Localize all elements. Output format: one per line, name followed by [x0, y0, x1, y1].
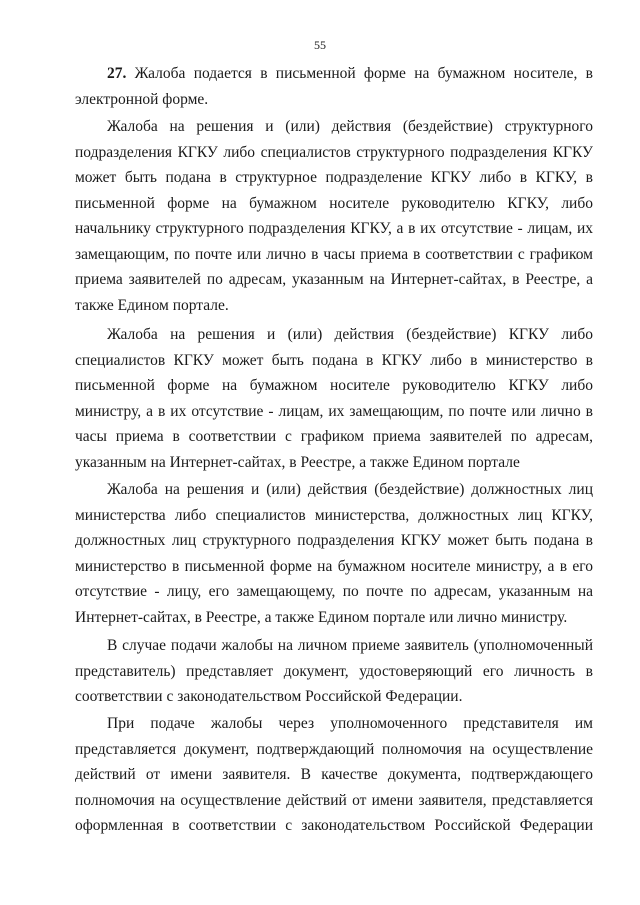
- paragraph-personal-reception: В случае подачи жалобы на личном приеме заявитель (уполномоченный представитель) представляет документ, удостоверяющий его личность в соответствии с законодательством Российской Федерации.: [75, 637, 593, 705]
- paragraph-complaint-kgku: Жалоба на решения и (или) действия (бездействие) КГКУ либо специалистов КГКУ может быть подана в КГКУ либо в министерство в письменной форме на бумажном носителе руководителю КГКУ либо министру, а в их отсутствие - лицам, их замещающим, по почте или лично в часы приема в соответствии с графиком приема заявителей по адресам, указанным на Интернет-сайтах, в Реестре, а также Едином портале: [75, 326, 593, 471]
- page-number: 55: [314, 38, 326, 52]
- paragraph-authorized-representative: При подаче жалобы через уполномоченного представителя им представляется документ, подтверждающий полномочия на осуществление действий от имени заявителя. В качестве документа, подтверждающего полномочия на осуществление действий от имени заявителя, представляется оформленная в соответствии с законодательством Российской Федерации: [75, 715, 593, 834]
- paragraph-number: 27.: [107, 65, 127, 82]
- paragraph-text: Жалоба подается в письменной форме на бумажном носителе, в электронной форме.: [75, 65, 593, 108]
- paragraph-27: [75, 61, 593, 112]
- paragraph-complaint-structural-unit: Жалоба на решения и (или) действия (бездействие) структурного подразделения КГКУ либо специалистов структурного подразделения КГКУ может быть подана в структурное подразделение КГКУ либо в КГКУ, в письменной форме на бумажном носителе руководителю КГКУ, либо начальнику структурного подразделения КГКУ, а в их отсутствие - лицам, их замещающим, по почте или лично в часы приема в соответствии с графиком приема заявителей по адресам, указанным на Интернет-сайтах, в Реестре, а также Едином портале.: [75, 118, 593, 314]
- paragraph-complaint-ministry: Жалоба на решения и (или) действия (бездействие) должностных лиц министерства либо специалистов министерства, должностных лиц КГКУ, должностных лиц структурного подразделения КГКУ может быть подана в министерство в письменной форме на бумажном носителе министру, а в его отсутствие - лицу, его замещающему, по почте по адресам, указанным на Интернет-сайтах, в Реестре, а также Едином портале или лично министру.: [75, 481, 593, 626]
